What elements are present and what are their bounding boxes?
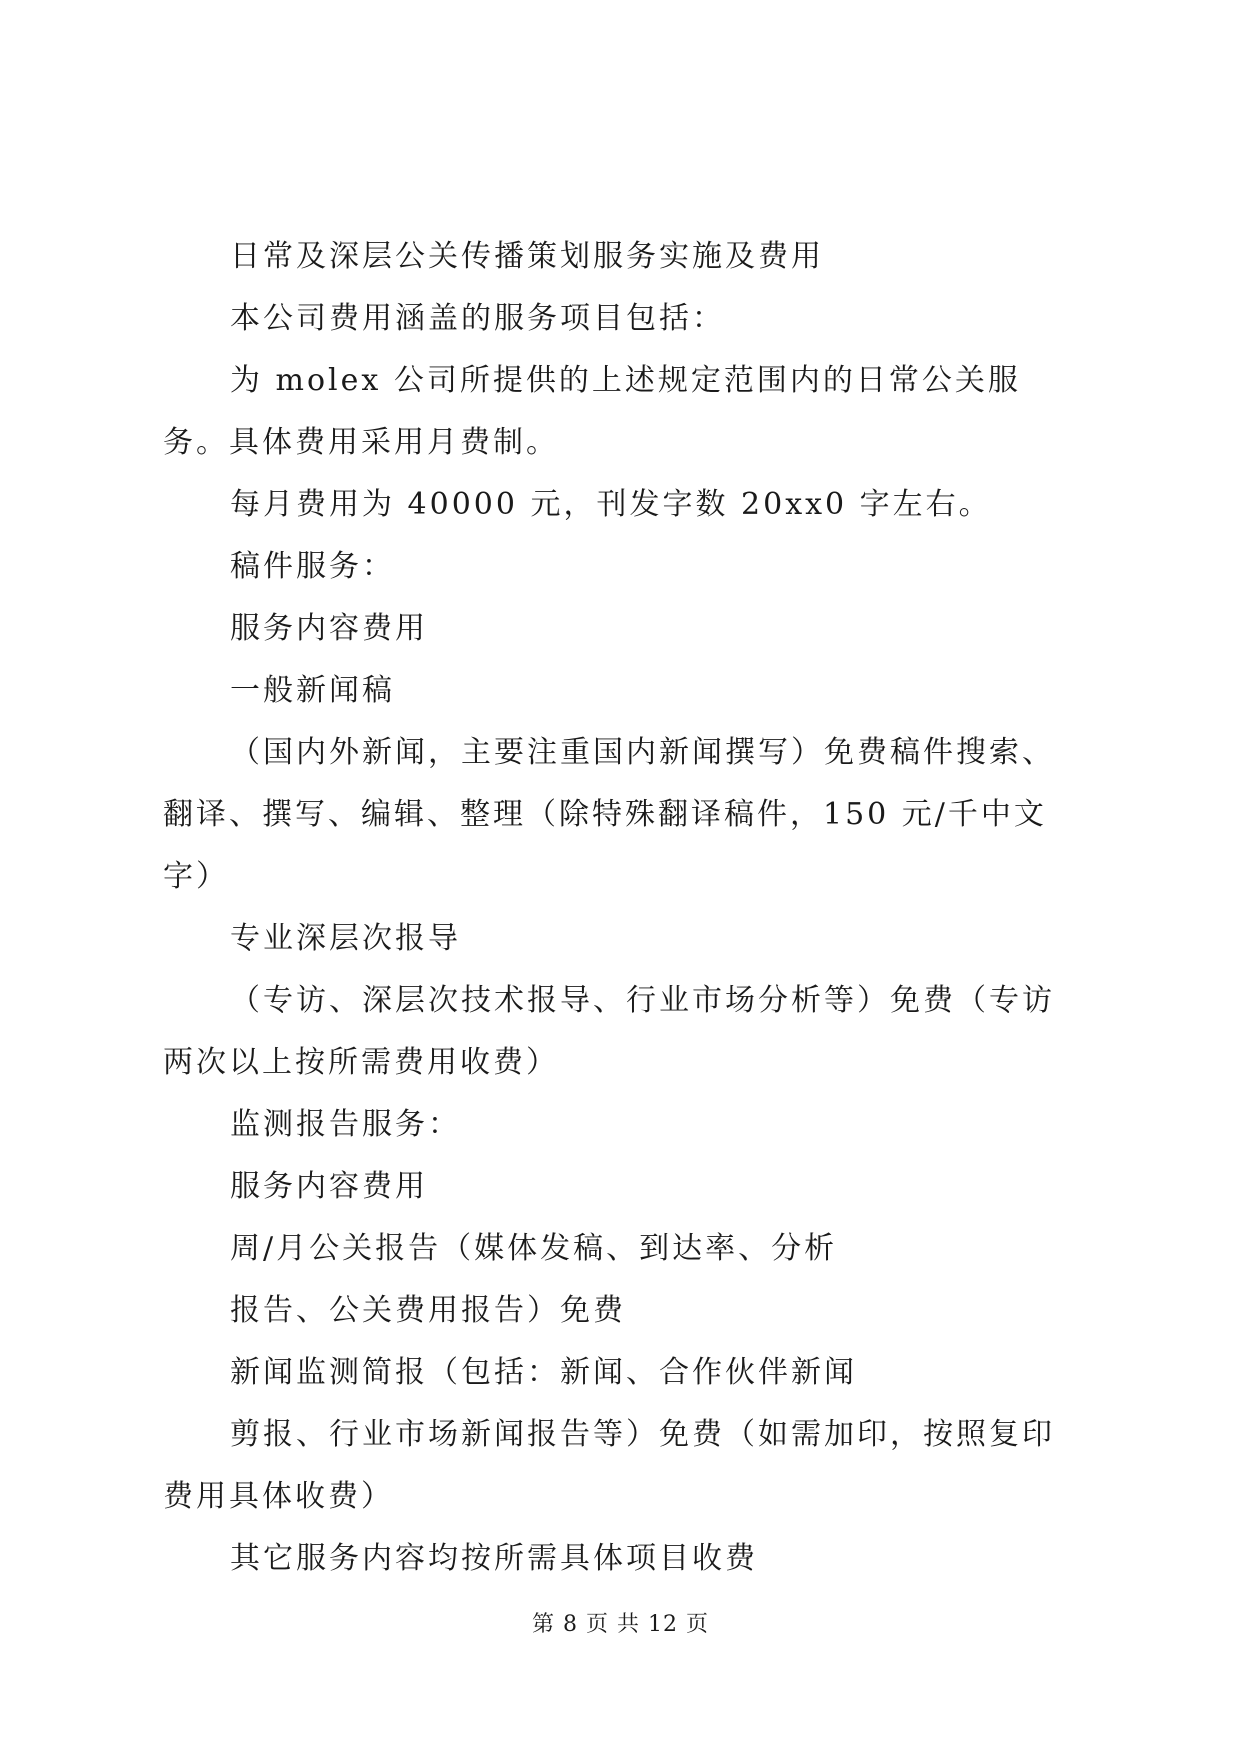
paragraph-service-content-fee-1: 服务内容费用 [230, 611, 428, 646]
paragraph-daily-service: 为 molex 公司所提供的上述规定范围内的日常公关服务。具体费用采用月费制。 [163, 363, 1021, 460]
paragraph-in-depth-report: 专业深层次报导 [230, 921, 461, 956]
page-number-footer: 第 8 页 共 12 页 [532, 1612, 709, 1637]
paragraph-news-briefing-cont: 剪报、行业市场新闻报告等）免费（如需加印，按照复印费用具体收费） [163, 1417, 1055, 1514]
paragraph-service-content-fee-2: 服务内容费用 [230, 1169, 428, 1204]
paragraph-section-title: 日常及深层公关传播策划服务实施及费用 [230, 239, 824, 274]
paragraph-pr-report-cont: 报告、公关费用报告）免费 [230, 1293, 626, 1328]
paragraph-manuscript-service: 稿件服务： [230, 549, 395, 584]
paragraph-news-detail: （国内外新闻，主要注重国内新闻撰写）免费稿件搜索、翻译、撰写、编辑、整理（除特殊翻译稿件，150 元/千中文字） [163, 735, 1055, 894]
paragraph-interview-detail: （专访、深层次技术报导、行业市场分析等）免费（专访两次以上按所需费用收费） [163, 983, 1055, 1080]
paragraph-news-briefing: 新闻监测简报（包括：新闻、合作伙伴新闻 [230, 1355, 857, 1390]
paragraph-scope-intro: 本公司费用涵盖的服务项目包括： [230, 301, 725, 336]
document-body [163, 226, 1083, 1590]
paragraph-monthly-fee: 每月费用为 40000 元，刊发字数 20xx0 字左右。 [230, 487, 992, 522]
paragraph-monitoring-service: 监测报告服务： [230, 1107, 461, 1142]
paragraph-other-services: 其它服务内容均按所需具体项目收费 [230, 1541, 758, 1576]
paragraph-general-news: 一般新闻稿 [230, 673, 395, 708]
paragraph-pr-report: 周/月公关报告（媒体发稿、到达率、分析 [230, 1231, 838, 1266]
